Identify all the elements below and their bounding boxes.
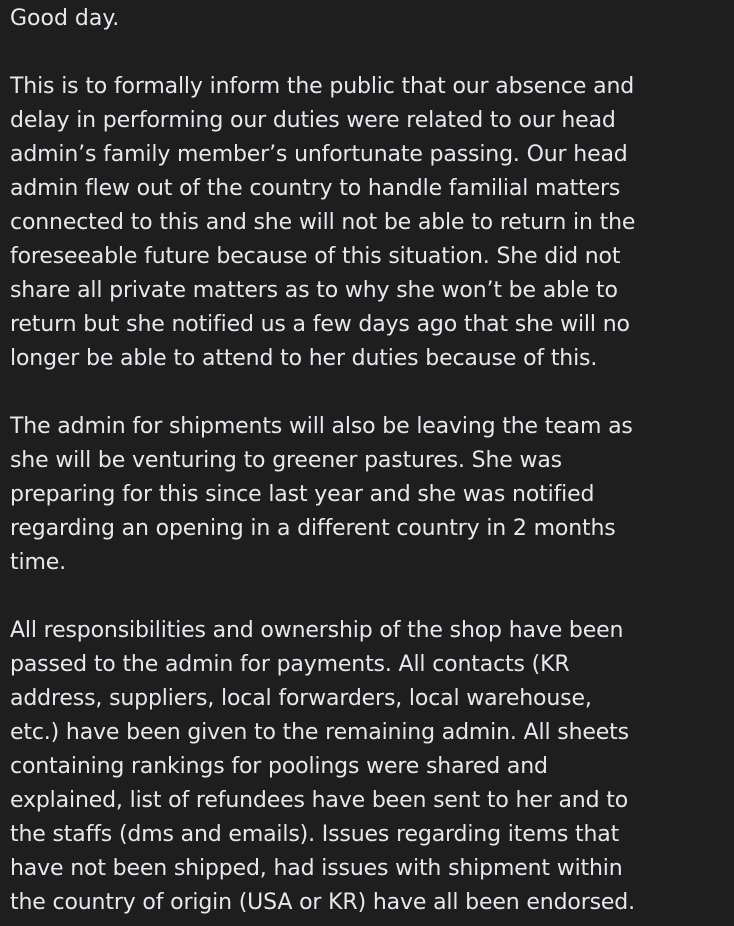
text-line: admin’s family member’s unfortunate passing. Our head: [10, 142, 628, 167]
text-line: have not been shipped, had issues with shipment within: [10, 856, 623, 881]
text-line: regarding an opening in a different country in 2 months: [10, 516, 616, 541]
text-line: passed to the admin for payments. All contacts (KR: [10, 652, 570, 677]
text-line: etc.) have been given to the remaining admin. All sheets: [10, 720, 629, 745]
text-line: preparing for this since last year and she was notified: [10, 482, 595, 507]
paragraph-head-admin-absence: [10, 70, 724, 376]
paragraph-responsibilities: [10, 614, 724, 920]
text-line: the country of origin (USA or KR) have all been endorsed.: [10, 890, 635, 915]
text-line: foreseeable future because of this situation. She did not: [10, 244, 621, 269]
text-line: delay in performing our duties were related to our head: [10, 108, 616, 133]
text-line: connected to this and she will not be able to return in the: [10, 210, 636, 235]
paragraph-spacer: [10, 580, 724, 614]
text-line: she will be venturing to greener pastures. She was: [10, 448, 562, 473]
paragraph-shipments-admin: [10, 410, 724, 580]
text-line: return but she notified us a few days ago that she will no: [10, 312, 630, 337]
text-line: time.: [10, 550, 66, 575]
text-line: All responsibilities and ownership of the shop have been: [10, 618, 624, 643]
paragraph-spacer: [10, 36, 724, 70]
text-line: containing rankings for poolings were shared and: [10, 754, 548, 779]
greeting-line: Good day.: [10, 6, 120, 31]
text-line: address, suppliers, local forwarders, local warehouse,: [10, 686, 592, 711]
text-line: This is to formally inform the public that our absence and: [10, 74, 635, 99]
text-line: explained, list of refundees have been sent to her and to: [10, 788, 629, 813]
text-line: longer be able to attend to her duties because of this.: [10, 346, 598, 371]
text-line: the staffs (dms and emails). Issues regarding items that: [10, 822, 620, 847]
text-line: admin flew out of the country to handle familial matters: [10, 176, 621, 201]
text-line: The admin for shipments will also be leaving the team as: [10, 414, 633, 439]
paragraph-spacer: [10, 376, 724, 410]
text-line: share all private matters as to why she won’t be able to: [10, 278, 618, 303]
